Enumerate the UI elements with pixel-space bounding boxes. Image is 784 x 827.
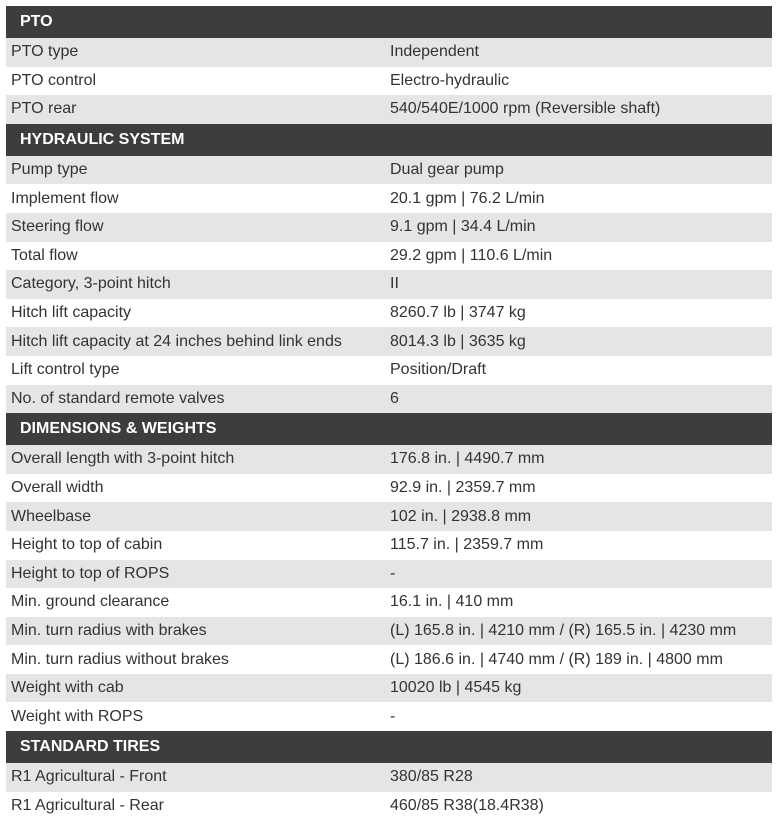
row-value: Independent xyxy=(390,43,479,61)
row-label: Min. turn radius without brakes xyxy=(11,650,229,668)
row-label: Overall width xyxy=(11,479,104,497)
table-row xyxy=(6,242,772,271)
row-label: R1 Agricultural - Rear xyxy=(11,796,164,814)
row-label: Min. ground clearance xyxy=(11,593,170,611)
row-value: 8260.7 lb | 3747 kg xyxy=(390,304,526,322)
row-label: Total flow xyxy=(11,246,78,264)
section-pto xyxy=(6,6,772,124)
table-row xyxy=(6,299,772,328)
row-label: PTO type xyxy=(11,43,79,61)
table-row xyxy=(6,184,772,213)
row-label: Overall length with 3-point hitch xyxy=(11,450,235,468)
row-value: Electro-hydraulic xyxy=(390,71,510,89)
row-value: 8014.3 lb | 3635 kg xyxy=(390,332,526,350)
row-label: Implement flow xyxy=(11,189,119,207)
row-value: - xyxy=(390,564,396,582)
table-row xyxy=(6,327,772,356)
table-row xyxy=(6,792,772,821)
table-row xyxy=(6,531,772,560)
row-label: Height to top of ROPS xyxy=(11,564,170,582)
table-row xyxy=(6,474,772,503)
table-row xyxy=(6,617,772,646)
spec-table xyxy=(6,6,772,820)
row-label: PTO rear xyxy=(11,100,77,118)
section-header: PTO xyxy=(6,6,772,38)
table-row xyxy=(6,588,772,617)
row-value: 540/540E/1000 rpm (Reversible shaft) xyxy=(390,100,661,118)
table-row xyxy=(6,38,772,67)
row-value: 460/85 R38(18.4R38) xyxy=(390,796,544,814)
table-row xyxy=(6,385,772,414)
row-label: Height to top of cabin xyxy=(11,536,163,554)
row-label: Weight with cab xyxy=(11,679,124,697)
row-label: PTO control xyxy=(11,71,97,89)
row-value: II xyxy=(390,275,399,293)
row-value: Dual gear pump xyxy=(390,161,504,179)
row-label: Wheelbase xyxy=(11,507,92,525)
table-row xyxy=(6,156,772,185)
table-row xyxy=(6,763,772,792)
row-value: 115.7 in. | 2359.7 mm xyxy=(390,536,544,554)
table-row xyxy=(6,674,772,703)
table-row xyxy=(6,645,772,674)
row-value: (L) 165.8 in. | 4210 mm / (R) 165.5 in. | 4230 mm xyxy=(390,621,737,639)
table-row xyxy=(6,502,772,531)
table-row xyxy=(6,560,772,589)
row-value: - xyxy=(390,707,396,725)
row-value: 16.1 in. | 410 mm xyxy=(390,593,514,611)
row-value: 380/85 R28 xyxy=(390,768,473,786)
row-value: 10020 lb | 4545 kg xyxy=(390,679,522,697)
section-header: STANDARD TIRES xyxy=(6,731,772,763)
row-value: 176.8 in. | 4490.7 mm xyxy=(390,450,545,468)
section-header: DIMENSIONS & WEIGHTS xyxy=(6,413,772,445)
row-label: Min. turn radius with brakes xyxy=(11,621,207,639)
table-row xyxy=(6,213,772,242)
table-row xyxy=(6,270,772,299)
row-value: 20.1 gpm | 76.2 L/min xyxy=(390,189,545,207)
row-label: Category, 3-point hitch xyxy=(11,275,171,293)
row-label: No. of standard remote valves xyxy=(11,389,225,407)
table-row xyxy=(6,702,772,731)
section-dimensions-weights xyxy=(6,413,772,731)
row-value: Position/Draft xyxy=(390,361,487,379)
row-value: 29.2 gpm | 110.6 L/min xyxy=(390,246,553,264)
section-hydraulic-system xyxy=(6,124,772,413)
table-row xyxy=(6,445,772,474)
row-label: Hitch lift capacity at 24 inches behind link ends xyxy=(11,332,342,350)
row-label: Steering flow xyxy=(11,218,104,236)
section-standard-tires xyxy=(6,731,772,820)
row-value: (L) 186.6 in. | 4740 mm / (R) 189 in. | 4800 mm xyxy=(390,650,723,668)
row-label: Pump type xyxy=(11,161,88,179)
row-label: R1 Agricultural - Front xyxy=(11,768,167,786)
row-label: Hitch lift capacity xyxy=(11,304,132,322)
table-row xyxy=(6,95,772,124)
row-value: 9.1 gpm | 34.4 L/min xyxy=(390,218,536,236)
row-value: 92.9 in. | 2359.7 mm xyxy=(390,479,536,497)
row-value: 102 in. | 2938.8 mm xyxy=(390,507,532,525)
row-label: Lift control type xyxy=(11,361,120,379)
section-header: HYDRAULIC SYSTEM xyxy=(6,124,772,156)
row-value: 6 xyxy=(390,389,399,407)
table-row xyxy=(6,356,772,385)
row-label: Weight with ROPS xyxy=(11,707,144,725)
table-row xyxy=(6,67,772,96)
